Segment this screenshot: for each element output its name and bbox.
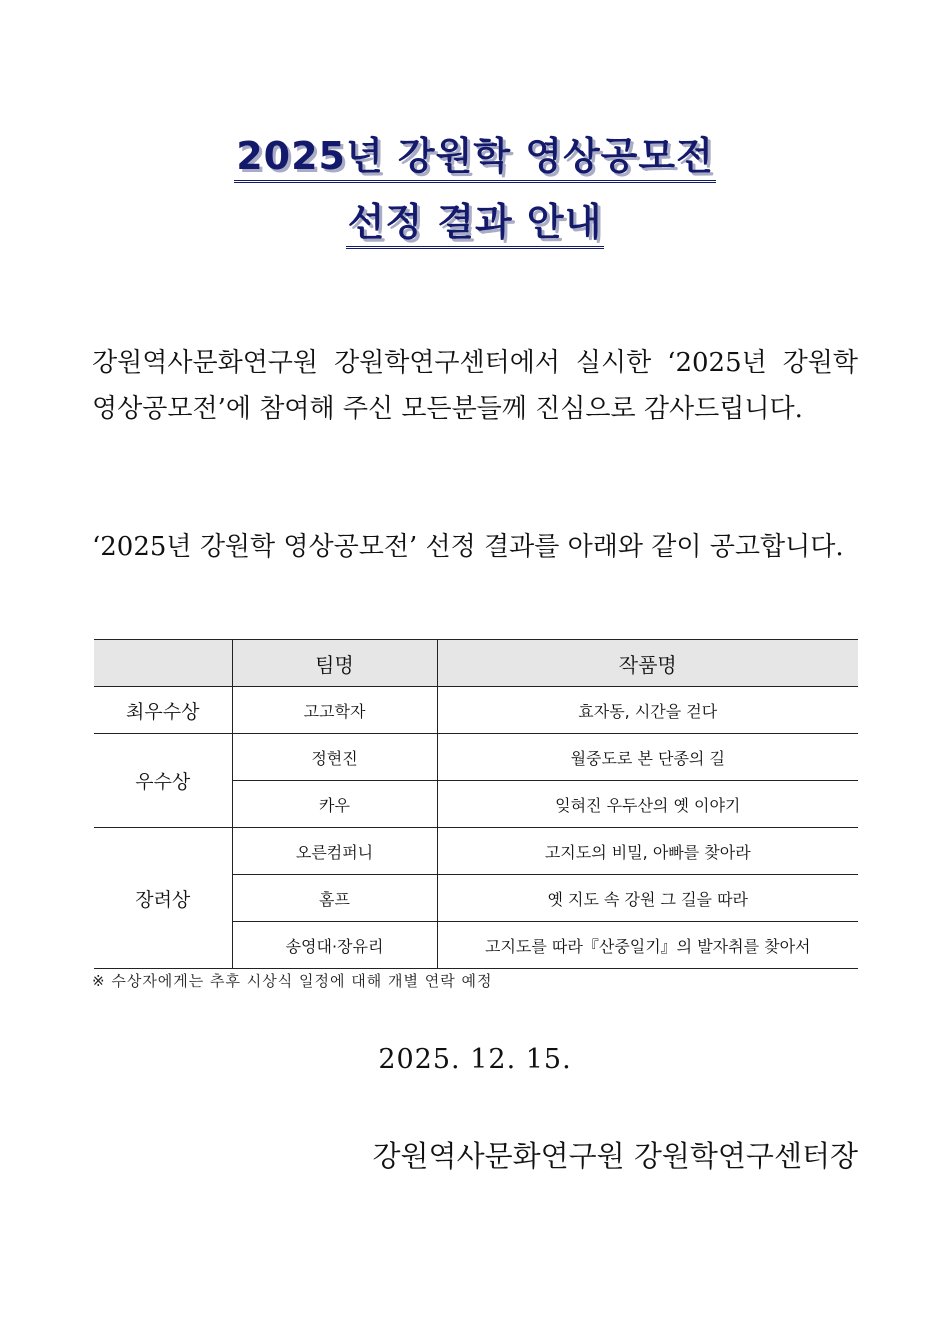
header-work: 작품명 — [437, 640, 858, 687]
signer: 강원역사문화연구원 강원학연구센터장 — [372, 1139, 858, 1173]
table-header-row — [94, 640, 858, 687]
table-row — [94, 828, 858, 875]
announcement-paragraph: ‘2025년 강원학 영상공모전’ 선정 결과를 아래와 같이 공고합니다. — [92, 532, 844, 562]
team-name: 홈프 — [232, 875, 437, 922]
page-subtitle: 선정 결과 안내 — [346, 200, 605, 249]
team-name: 카우 — [232, 781, 437, 828]
header-team: 팀명 — [232, 640, 437, 687]
table-row — [94, 734, 858, 781]
work-title: 잊혀진 우두산의 옛 이야기 — [437, 781, 858, 828]
work-title: 고지도의 비밀, 아빠를 찾아라 — [437, 828, 858, 875]
header-award — [94, 640, 232, 687]
team-name: 오른컴퍼니 — [232, 828, 437, 875]
award-grand-prize: 최우수상 — [94, 687, 232, 734]
team-name: 송영대·장유리 — [232, 922, 437, 969]
title-line-2-wrap — [0, 200, 950, 249]
page-title: 2025년 강원학 영상공모전 — [234, 134, 716, 183]
footnote: ※ 수상자에게는 추후 시상식 일정에 대해 개별 연락 예정 — [92, 972, 493, 990]
announcement-date: 2025. 12. 15. — [378, 1044, 572, 1075]
intro-paragraph: 강원역사문화연구원 강원학연구센터에서 실시한 ‘2025년 강원학 영상공모전’에 참여해 주신 모든분들께 진심으로 감사드립니다. — [92, 348, 858, 424]
work-title: 고지도를 따라『산중일기』의 발자취를 찾아서 — [437, 922, 858, 969]
results-table — [94, 639, 858, 969]
title-line-1-wrap — [0, 134, 950, 183]
work-title: 효자동, 시간을 걷다 — [437, 687, 858, 734]
table-row — [94, 687, 858, 734]
team-name: 고고학자 — [232, 687, 437, 734]
award-excellence: 우수상 — [94, 734, 232, 828]
award-encouragement: 장려상 — [94, 828, 232, 969]
work-title: 월중도로 본 단종의 길 — [437, 734, 858, 781]
team-name: 정현진 — [232, 734, 437, 781]
work-title: 옛 지도 속 강원 그 길을 따라 — [437, 875, 858, 922]
